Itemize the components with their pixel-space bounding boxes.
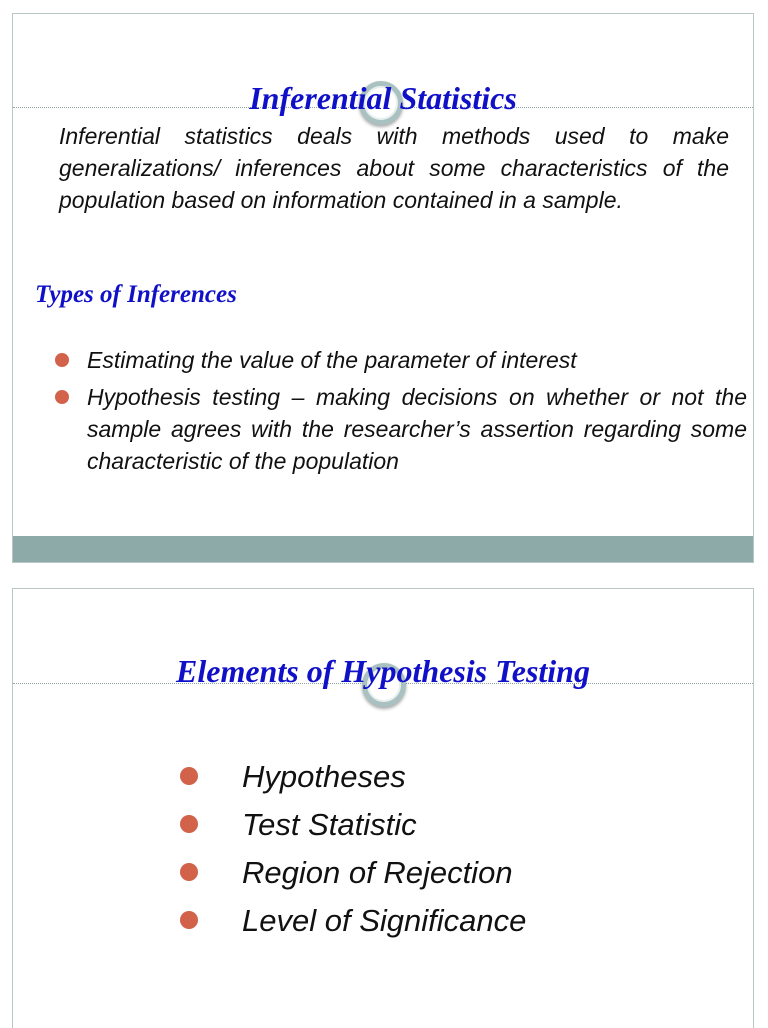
list-item [87,381,747,477]
list-item-text: Estimating the value of the parameter of interest [87,347,577,373]
list-item [242,903,722,939]
slide-elements-of-hypothesis-testing [12,588,754,1028]
list-item-text: Region of Rejection [242,855,513,890]
definition-paragraph: Inferential statistics deals with methods used to make generalizations/ inferences about some characteristics of the population based on information contained in a sample. [59,123,729,213]
list-item [242,759,722,795]
list-item-text: Hypothesis testing – making decisions on whether or not the sample agrees with the researcher’s assertion regarding some characteristic of the population [87,384,747,474]
types-subheading: Types of Inferences [35,281,237,308]
elements-list [242,759,722,951]
footer-bar [13,536,753,562]
bullet-icon [55,390,69,404]
list-item-text: Hypotheses [242,759,406,794]
list-item-text: Level of Significance [242,903,527,938]
slide-title: Elements of Hypothesis Testing [176,653,590,689]
slide-inferential-statistics [12,13,754,563]
slide-title: Inferential Statistics [249,80,517,116]
bullet-icon [180,767,198,785]
bullet-icon [55,353,69,367]
list-item [242,807,722,843]
list-item [87,344,747,376]
bullet-icon [180,863,198,881]
list-item [242,855,722,891]
list-item-text: Test Statistic [242,807,417,842]
bullet-icon [180,911,198,929]
inference-types-list [87,344,747,482]
bullet-icon [180,815,198,833]
